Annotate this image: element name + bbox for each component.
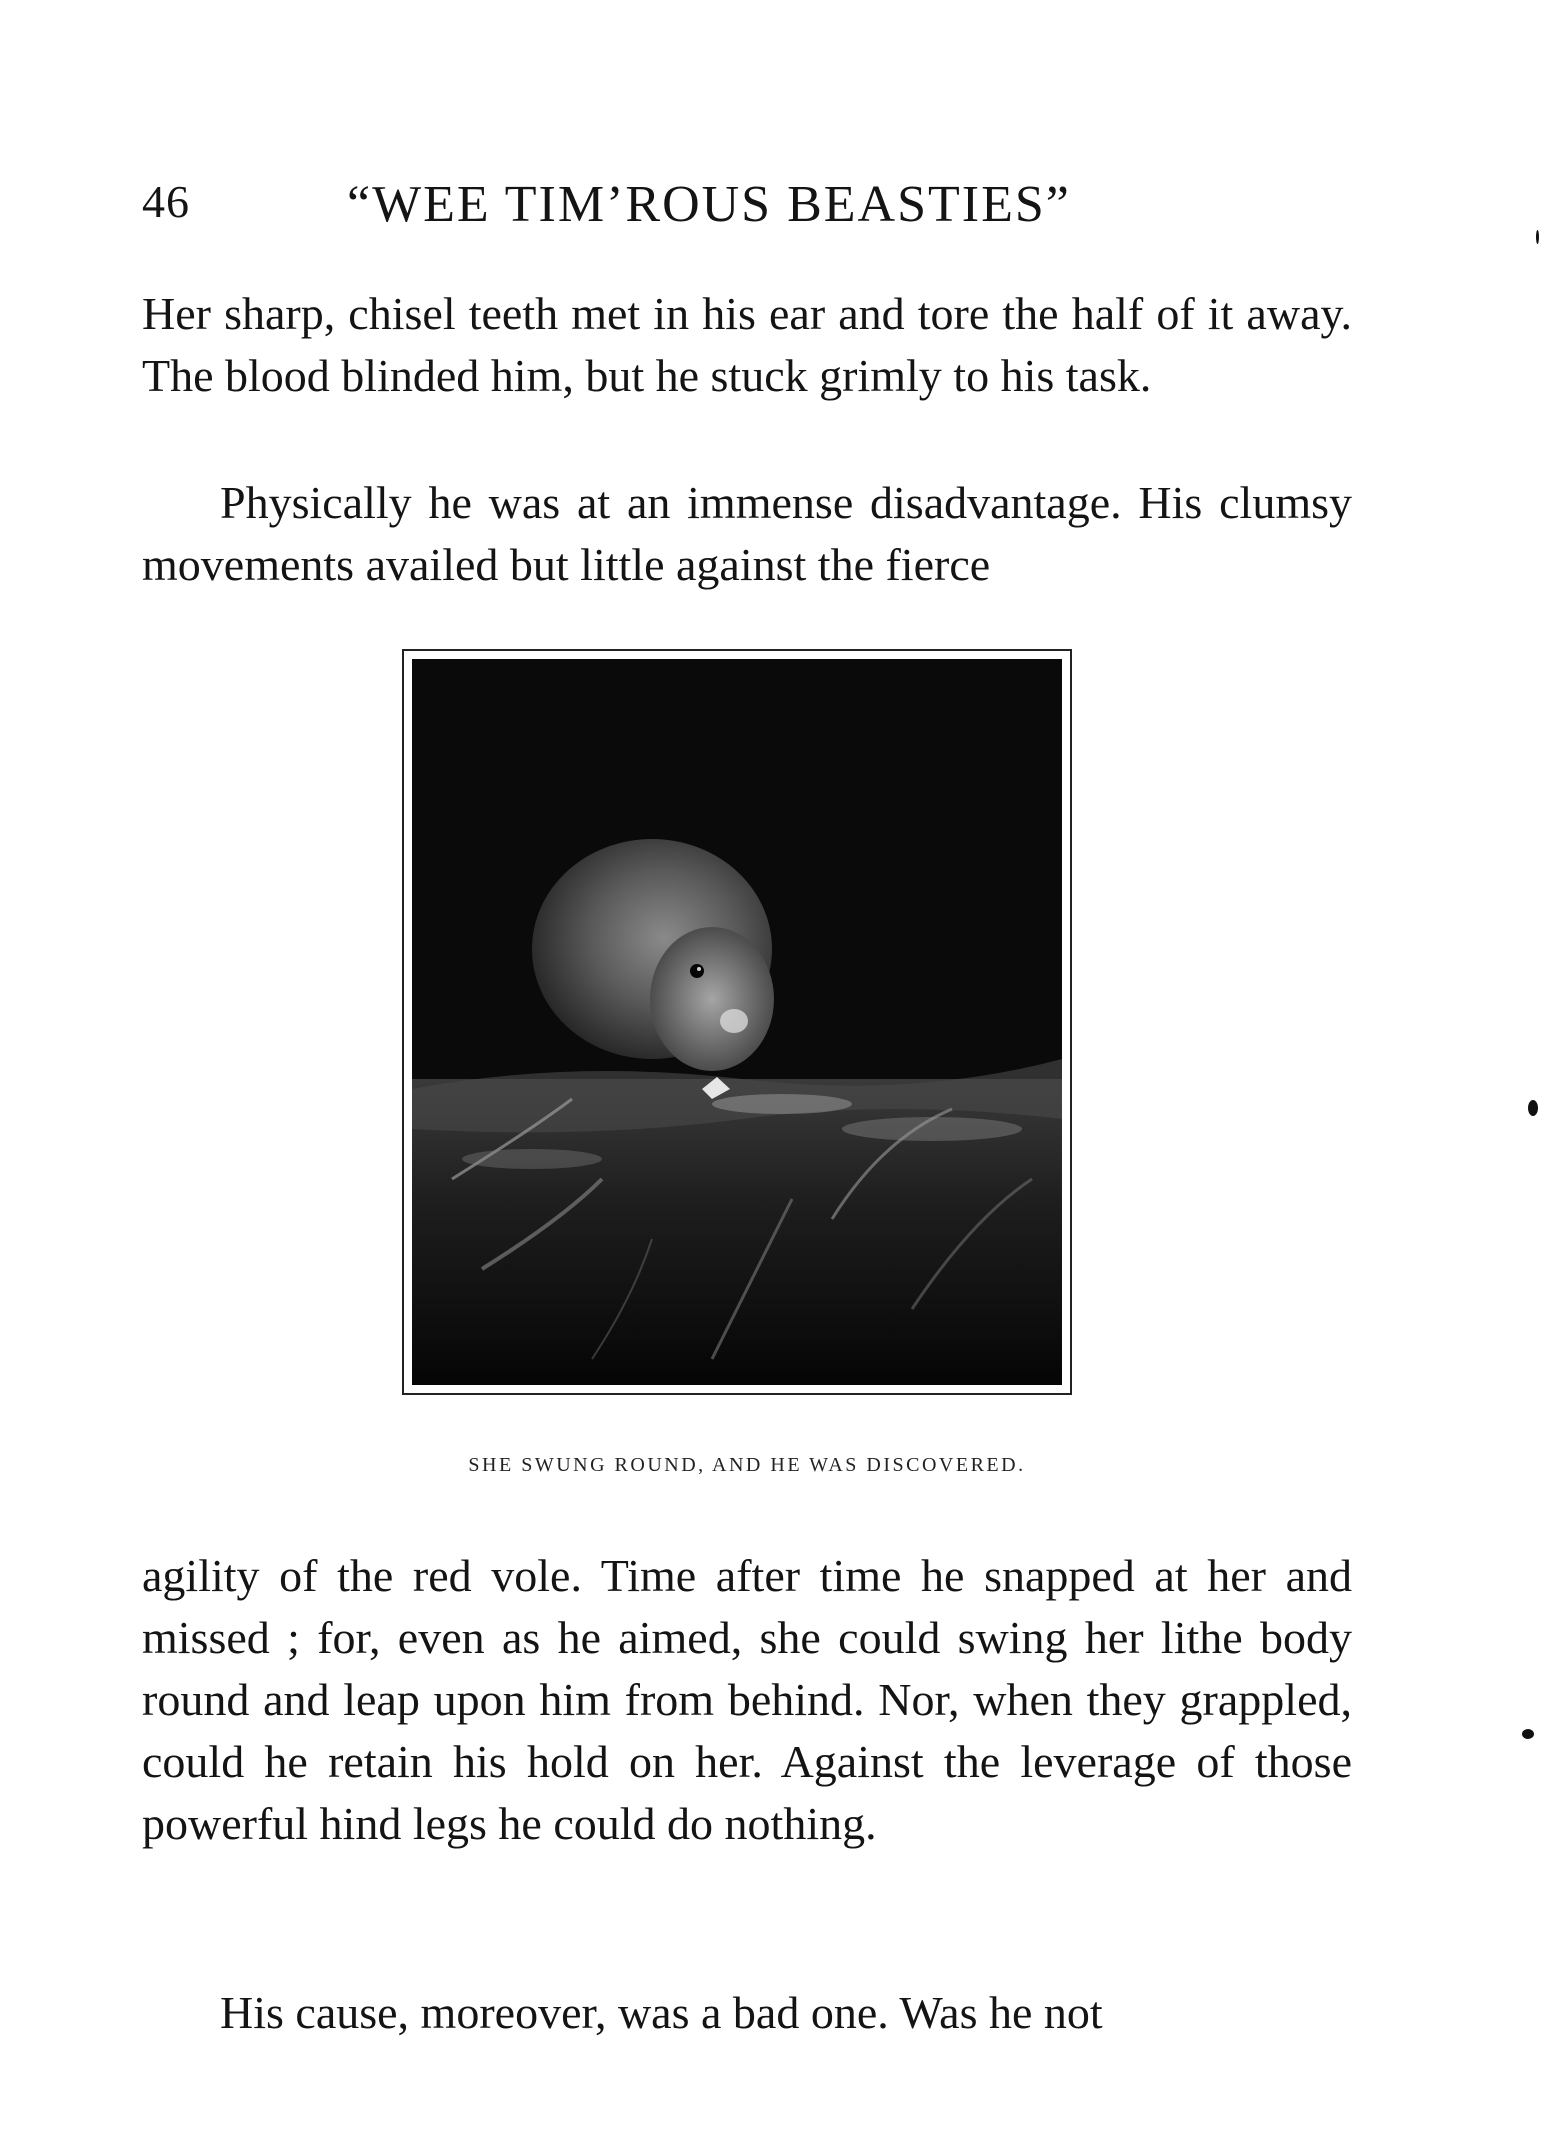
- paragraph-2: Physically he was at an immense disadvantage. His clumsy movements availed but little against the fierce: [142, 477, 1352, 590]
- paragraph-3: agility of the red vole. Time after time he snapped at her and missed ; for, even as he aimed, she could swing her lithe body round and leap upon him from behind. Nor, when they grappled, could he retain his hold on her. Against the leverage of those powerful hind legs he could do nothing.: [142, 1550, 1352, 1849]
- vole-illustration: [412, 659, 1062, 1385]
- page-header: [142, 175, 1352, 245]
- paragraph-4: His cause, moreover, was a bad one. Was he not: [220, 1987, 1103, 2038]
- scan-speck: [1522, 1729, 1534, 1739]
- figure-caption: SHE SWUNG ROUND, AND HE WAS DISCOVERED.: [468, 1454, 1026, 1476]
- scan-speck: [1536, 230, 1539, 244]
- vole-photograph: [402, 649, 1072, 1395]
- running-title: “WEE TIM’ROUS BEASTIES”: [347, 176, 1071, 233]
- page-number: 46: [142, 176, 190, 227]
- scan-speck: [1528, 1100, 1538, 1116]
- paragraph-1: Her sharp, chisel teeth met in his ear and tore the half of it away. The blood blinded him, but he stuck grimly to his task.: [142, 288, 1352, 401]
